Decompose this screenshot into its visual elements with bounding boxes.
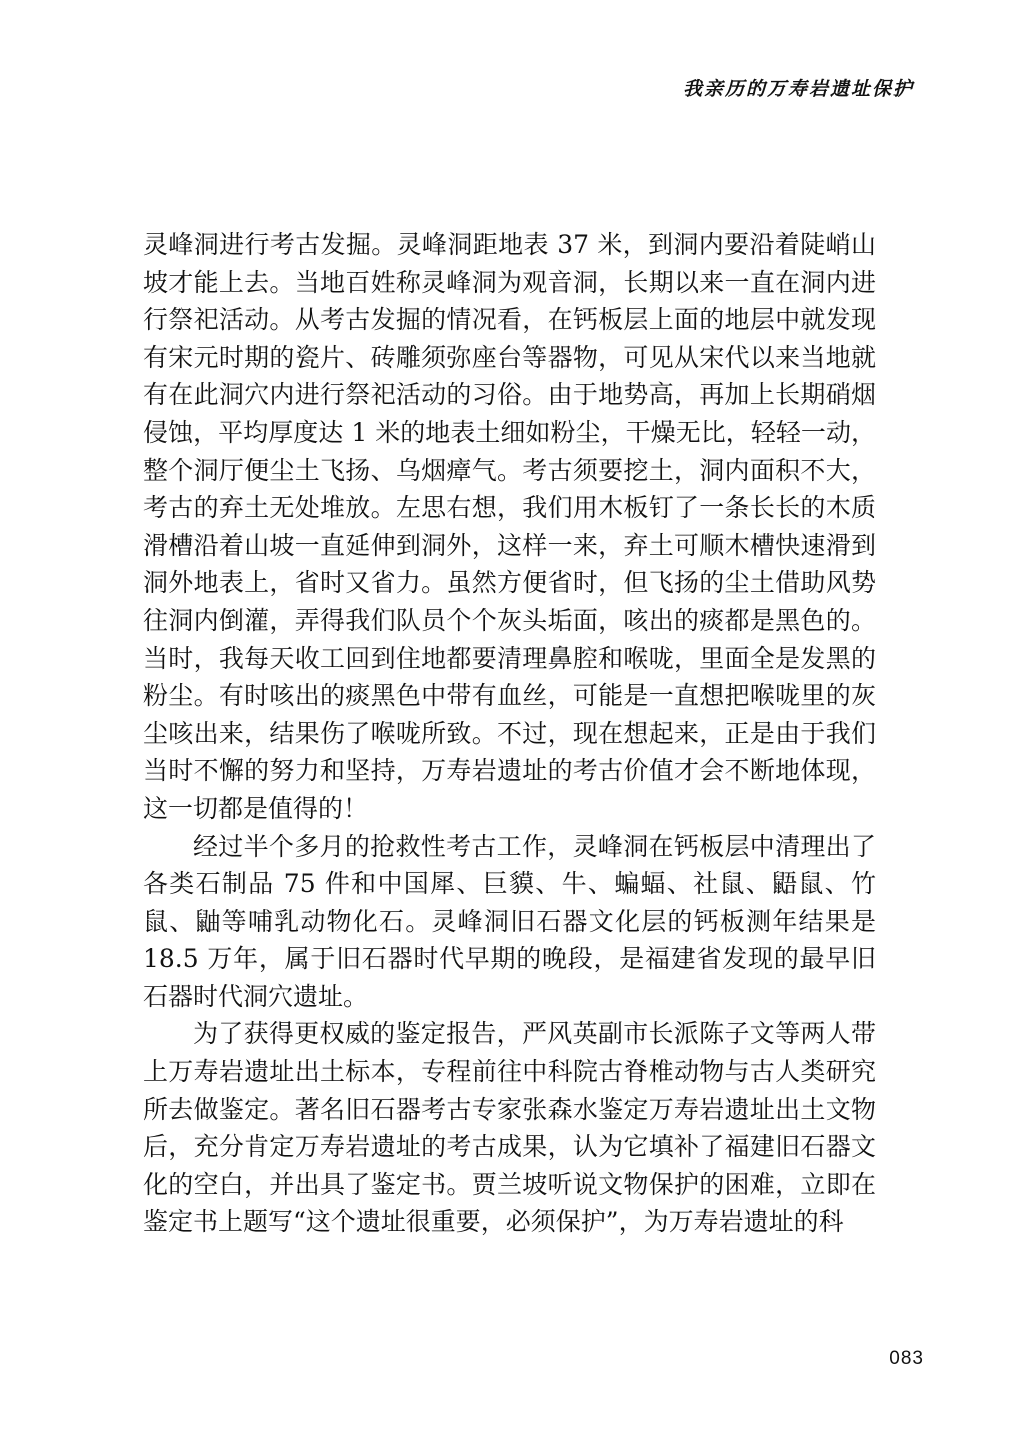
paragraph-appraisal: 为了获得更权威的鉴定报告，严风英副市长派陈子文等两人带上万寿岩遗址出土标本，专程前往中科院古脊椎动物与古人类研究所去做鉴定。著名旧石器考古专家张森水鉴定万寿岩遗址出土文物后，充分肯定万寿岩遗址的考古成果，认为它填补了福建旧石器文化的空白，并出具了鉴定书。贾兰坡听说文物保护的困难，立即在鉴定书上题写“这个遗址很重要，必须保护”，为万寿岩遗址的科 [143, 1019, 876, 1237]
body-text [143, 226, 876, 1241]
running-header: 我亲历的万寿岩遗址保护 [682, 78, 914, 100]
paragraph-excavation-results: 经过半个多月的抢救性考古工作，灵峰洞在钙板层中清理出了各类石制品 75 件和中国犀、巨貘、牛、蝙蝠、社鼠、鼯鼠、竹鼠、鼬等哺乳动物化石。灵峰洞旧石器文化层的钙板测年结果是 18.5 万年，属于旧石器时代早期的晚段，是福建省发现的最早旧石器时代洞穴遗址。 [143, 831, 876, 1011]
page-number: 083 [889, 1348, 924, 1369]
paragraph-continued: 灵峰洞进行考古发掘。灵峰洞距地表 37 米，到洞内要沿着陡峭山坡才能上去。当地百姓称灵峰洞为观音洞，长期以来一直在洞内进行祭祀活动。从考古发掘的情况看，在钙板层上面的地层中就发现有宋元时期的瓷片、砖雕须弥座台等器物，可见从宋代以来当地就有在此洞穴内进行祭祀活动的习俗。由于地势高，再加上长期硝烟侵蚀，平均厚度达 1 米的地表土细如粉尘，干燥无比，轻轻一动，整个洞厅便尘土飞扬、乌烟瘴气。考古须要挖土，洞内面积不大，考古的弃土无处堆放。左思右想，我们用木板钉了一条长长的木质滑槽沿着山坡一直延伸到洞外，这样一来，弃土可顺木槽快速滑到洞外地表上，省时又省力。虽然方便省时，但飞扬的尘土借助风势往洞内倒灌，弄得我们队员个个灰头垢面，咳出的痰都是黑色的。当时，我每天收工回到住地都要清理鼻腔和喉咙，里面全是发黑的粉尘。有时咳出的痰黑色中带有血丝，可能是一直想把喉咙里的灰尘咳出来，结果伤了喉咙所致。不过，现在想起来，正是由于我们当时不懈的努力和坚持，万寿岩遗址的考古价值才会不断地体现，这一切都是值得的！ [143, 230, 876, 823]
